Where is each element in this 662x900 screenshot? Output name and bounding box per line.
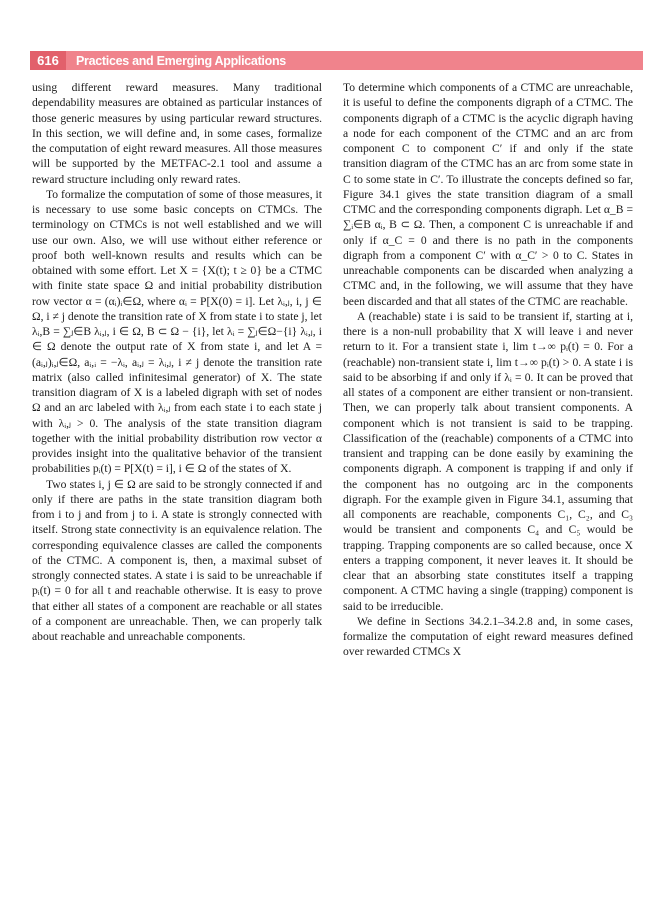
paragraph: Two states i, j ∈ Ω are said to be strongly connected if and only if there are paths in the state transition diagram both from i to j and from j to i. A state is strongly connected with itself. Strong state connectivity is an equivalence relation. The corresponding equivalence classes are called the components of the CTMC. A component is, then, a maximal subset of strongly connected states. A state i is said to be unreachable if pᵢ(t) = 0 for all t and reachable otherwise. It is easy to prove that either all states of a component are reachable or all states of a component are unreachable. Then, we can properly talk about reachable and unreachable components. xyxy=(32,477,322,643)
paragraph: To determine which components of a CTMC are unreachable, it is useful to define the components digraph of a CTMC. The components digraph of a CTMC is the acyclic digraph having a node for each component of the CTMC and an arc from component C to component C′ if and only if the state transition diagram of the CTMC has an arc from some state in C to some state in C′. To illustrate the concepts defined so far, Figure 34.1 gives the state transition diagram of a small CTMC and the corresponding components digraph. Let α_B = ∑ᵢ∈B αᵢ, B ⊂ Ω. Then, a component C is unreachable if and only if α_C = 0 and there is no path in the components digraph from a component C′ with α_C′ > 0 to C. States in unreachable components can be discarded when analyzing a CTMC and, in the following, we will assume that they have been discarded and that all states of the CTMC are reachable. xyxy=(343,81,633,308)
paragraph: A (reachable) state i is said to be transient if, starting at i, there is a non-null probability that X will leave i and never return to it. For a transient state i, lim t→∞ pᵢ(t) = 0. For a (reachable) non-transient state i, lim t→∞ pᵢ(t) > 0. A state i is said to be absorbing if and only if λᵢ = 0. It can be proved that all states of a component are either transient or non-transient. Then, we can properly talk about transient components. A component which is not transient is said to be trapping. Classification of the (reachable) components of a CTMC into transient and trapping can be done easily by examining the components digraph. A component is trapping if and only if the component has no outgoing arc in the components digraph. For the example given in Figure 34.1, assuming that all components are reachable, components C₁, C₂, and C₃ would be transient and components C₄ and C₅ would be trapping. Trapping components are so called because, once X enters a trapping component, it never leaves it. It should be clear that an absorbing state constitutes itself a trapping component. A CTMC having a single (trapping) component is said to be irreducible. xyxy=(343,309,633,613)
paragraph: To formalize the computation of some of those measures, it is necessary to use some basic concepts on CTMCs. The terminology on CTMCs is not well established and we will use our own. Also, we will use without either reference or proof both well-known results and results which can be obtained with some effort. Let X = {X(t); t ≥ 0} be a CTMC with finite state space Ω and initial probability distribution row vector α = (αᵢ)ᵢ∈Ω, where αᵢ = P[X(0) = i]. Let λᵢ,ⱼ, i, j ∈ Ω, i ≠ j denote the transition rate of X from state i to state j, let λᵢ,B = ∑ⱼ∈B λᵢ,ⱼ, i ∈ Ω, B ⊂ Ω − {i}, let λᵢ = ∑ⱼ∈Ω−{i} λᵢ,ⱼ, i ∈ Ω denote the output rate of X from state i, and let A = (aᵢ,ⱼ)ᵢ,ⱼ∈Ω, aᵢ,ᵢ = −λᵢ, aᵢ,ⱼ = λᵢ,ⱼ, i ≠ j denote the transition rate matrix (also called infinitesimal generator) of X. The state transition diagram of X is a labeled digraph with set of nodes Ω and an arc labeled with λᵢ,ⱼ from each state i to each state j with λᵢ,ⱼ > 0. The analysis of the state transition diagram together with the initial probability distribution row vector α provides insight into the qualitative behavior of the transient probabilities pᵢ(t) = P[X(t) = i], i ∈ Ω of the states of X. xyxy=(32,187,322,476)
page-number: 616 xyxy=(30,51,66,70)
running-header xyxy=(30,51,643,70)
running-title: Practices and Emerging Applications xyxy=(76,53,286,68)
left-column xyxy=(32,80,322,644)
paragraph: using different reward measures. Many traditional dependability measures are obtained as particular instances of those generic measures by using particular reward structures. In this section, we will define and, in some cases, formalize the computation of eight reward measures. All those measures will be supported by the METFAC-2.1 tool and assume a reward structure including only reward rates. xyxy=(32,81,322,186)
paragraph: We define in Sections 34.2.1–34.2.8 and, in some cases, formalize the computation of eight reward measures defined over rewarded CTMCs X xyxy=(343,614,633,659)
right-column xyxy=(343,80,633,660)
